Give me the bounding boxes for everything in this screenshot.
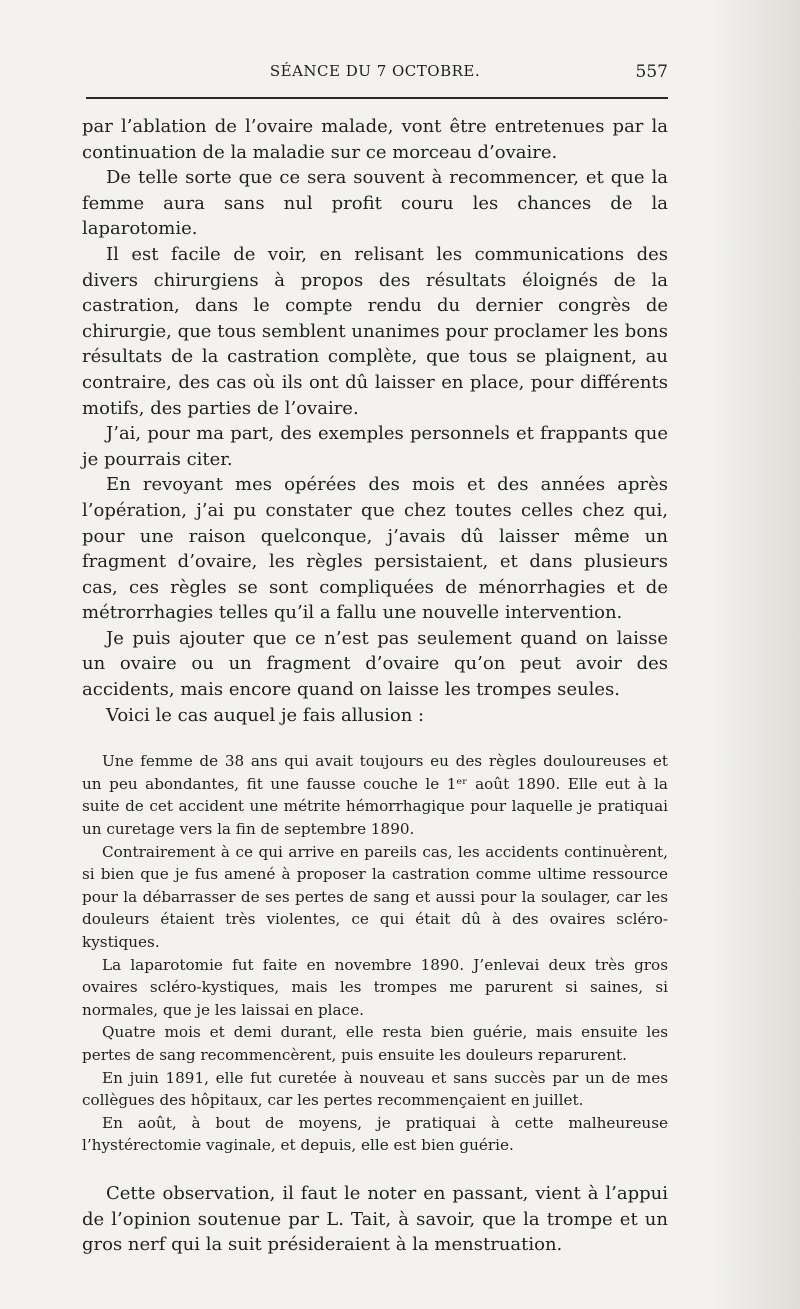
closing-text (82, 1181, 668, 1258)
case-paragraph: La laparotomie fut faite en novembre 1890. J’enlevai deux très gros ovaires scléro-kystiques, mais les trompes me parurent si saines, si normales, que je les laissai en place. (82, 955, 668, 1019)
case-paragraph: En juin 1891, elle fut curetée à nouveau et sans succès par un de mes collègues des hôpitaux, car les pertes recommençaient en juillet. (82, 1068, 668, 1110)
case-paragraph: Quatre mois et demi durant, elle resta bien guérie, mais ensuite les pertes de sang recommencèrent, puis ensuite les douleurs reparurent. (82, 1023, 668, 1064)
running-head: SÉANCE DU 7 OCTOBRE. (269, 62, 481, 80)
closing-paragraph: Cette observation, il faut le noter en passant, vient à l’appui de l’opinion soutenue par L. Tait, à savoir, que la trompe et un gros nerf qui la suit présideraient à la menstruation. (82, 1182, 668, 1256)
page-header (82, 62, 668, 92)
page-edge-shading (710, 0, 800, 1309)
case-paragraph: Contrairement à ce qui arrive en pareils cas, les accidents continuèrent, si bien que je fus amené à proposer la castration comme ultime ressource pour la débarrasser de ses pertes de sang et aussi pour la soulager, car les douleurs étaient très violentes, ce qui était dû à des ovaires scléro-kystiques. (82, 842, 668, 951)
page-number: 557 (635, 62, 668, 82)
paragraph: par l’ablation de l’ovaire malade, vont être entretenues par la continuation de la maladie sur ce morceau d’ovaire. (82, 116, 668, 163)
case-report (82, 750, 668, 1157)
page-body (82, 114, 668, 1258)
paragraph: Il est facile de voir, en relisant les communications des divers chirurgiens à propos des résultats éloignés de la castration, dans le compte rendu du dernier congrès de chirurgie, que tous semblent unanimes pour proclamer les bons résultats de la castration complète, que tous se plaignent, au contraire, des cas où ils ont dû laisser en place, pour différents motifs, des parties de l’ovaire. (82, 243, 668, 419)
paragraph: Je puis ajouter que ce n’est pas seulement quand on laisse un ovaire ou un fragment d’ovaire qu’on peut avoir des accidents, mais encore quand on laisse les trompes seules. (82, 627, 668, 701)
case-paragraph: En août, à bout de moyens, je pratiquai à cette malheureuse l’hystérectomie vaginale, et depuis, elle est bien guérie. (82, 1113, 668, 1155)
main-text (82, 114, 668, 728)
paragraph: En revoyant mes opérées des mois et des années après l’opération, j’ai pu constater que chez toutes celles chez qui, pour une raison quelconque, j’avais dû laisser même un fragment d’ovaire, les règles persistaient, et dans plusieurs cas, ces règles se sont compliquées de ménorrhagies et de métrorrhagies telles qu’il a fallu une nouvelle intervention. (82, 474, 668, 624)
paragraph: J’ai, pour ma part, des exemples personnels et frappants que je pourrais citer. (82, 423, 668, 470)
case-paragraph: Une femme de 38 ans qui avait toujours eu des règles douloureuses et un peu abondantes, fit une fausse couche le 1ᵉʳ août 1890. Elle eut à la suite de cet accident une métrite hémorrhagique pour laquelle je pratiquai un curetage vers la fin de septembre 1890. (82, 752, 668, 839)
header-rule (86, 97, 668, 99)
paragraph: Voici le cas auquel je fais allusion : (106, 704, 425, 726)
paragraph: De telle sorte que ce sera souvent à recommencer, et que la femme aura sans nul profit couru les chances de la laparotomie. (82, 167, 668, 240)
